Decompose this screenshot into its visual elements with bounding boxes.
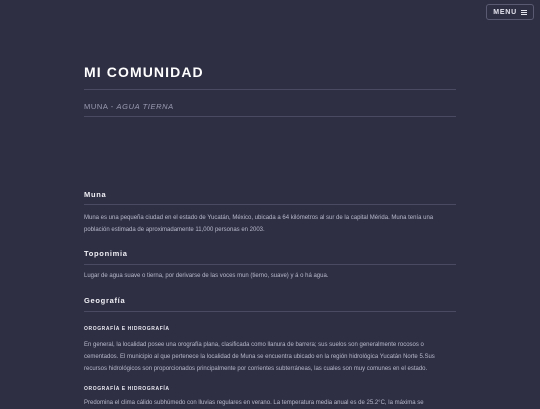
subsection-text-clima: Predomina el clima cálido subhúmedo con lluvias regulares en verano. La temperatura media anual es de 25.2°C, la máxima se — [84, 400, 424, 406]
site-title[interactable]: MI COMUNIDAD — [84, 64, 204, 80]
menu-button-label: MENU — [493, 8, 517, 16]
subsection-heading-orografia: OROGRAFÍA E HIDROGRAFÍA — [84, 326, 170, 332]
menu-button[interactable] — [486, 4, 534, 20]
section-text-muna: Muna es una pequeña ciudad en el estado de Yucatán, México, ubicada a 64 kilómetros al sur de la capital Mérida. Muna tenía una población estimada de aproximadamente 11,000 personas en 2003. — [84, 215, 434, 233]
section-divider-geografia — [84, 311, 456, 312]
site-tagline — [84, 102, 174, 111]
tagline-sub: AGUA TIERNA — [116, 102, 174, 111]
section-divider-muna — [84, 204, 456, 205]
section-heading-geografia: Geografía — [84, 296, 126, 305]
hamburger-icon — [521, 10, 527, 15]
section-text-toponimia: Lugar de agua suave o tierna, por derivarse de las voces mun (tierno, suave) y á o há agua. — [84, 273, 329, 279]
subsection-heading-clima: OROGRAFÍA E HIDROGRAFÍA — [84, 386, 170, 392]
tagline-main: MUNA — [84, 102, 109, 111]
section-divider-toponimia — [84, 264, 456, 265]
subsection-text-orografia: En general, la localidad posee una orografía plana, clasificada como llanura de barrera; sus suelos son generalmente rocosos o cementados. El municipio al que pertenece la localidad de Muna se encuentra ubicado en la región hidrológica Yucatán Norte 5.Sus recursos hidrológicos son proporcionados principalmente por corrientes subterráneas, las cuales son muy comunes en el estado. — [84, 342, 435, 372]
section-heading-toponimia: Toponimia — [84, 249, 128, 258]
tagline-separator: - — [108, 102, 117, 111]
tagline-divider — [84, 116, 456, 117]
section-heading-muna: Muna — [84, 190, 107, 199]
title-divider — [84, 89, 456, 90]
